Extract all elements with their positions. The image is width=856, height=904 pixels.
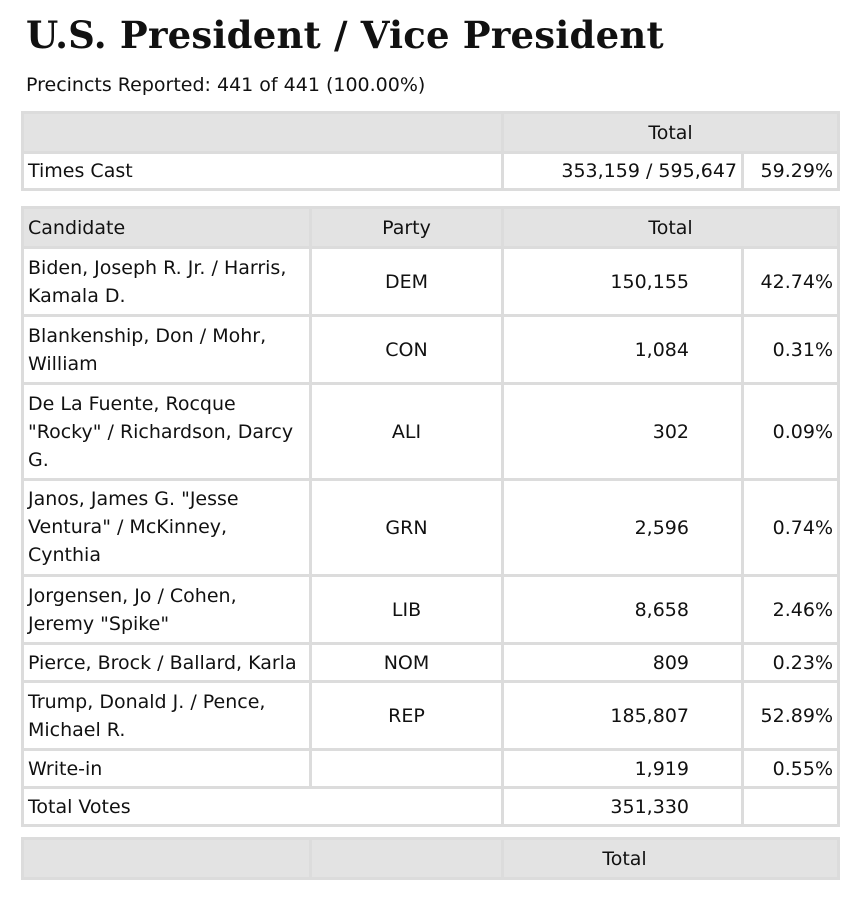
table-row [23,384,839,480]
table-row [23,750,839,788]
votes: 185,807 [503,682,743,750]
blank-header-cell [23,113,503,153]
party-header: Party [311,208,503,248]
blank-header-cell [311,839,503,879]
total-header: Total [503,839,839,879]
page-title: U.S. President / Vice President [26,13,664,57]
party [311,750,503,788]
total-header: Total [503,208,839,248]
party: ALI [311,384,503,480]
party: LIB [311,576,503,644]
total-votes-value: 351,330 [503,788,743,826]
candidate-name: Jorgensen, Jo / Cohen, Jeremy "Spike" [23,576,311,644]
votes: 809 [503,644,743,682]
vote-pct: 2.46% [743,576,839,644]
next-header-row [23,839,839,879]
vote-pct: 0.09% [743,384,839,480]
candidate-name: Blankenship, Don / Mohr, William [23,316,311,384]
candidate-name: De La Fuente, Rocque "Rocky" / Richardson, Darcy G. [23,384,311,480]
vote-pct: 0.55% [743,750,839,788]
results-table [21,206,840,827]
table-row [23,644,839,682]
total-header: Total [503,113,839,153]
votes: 302 [503,384,743,480]
party: GRN [311,480,503,576]
times-cast-value: 353,159 / 595,647 [503,153,743,190]
vote-pct: 52.89% [743,682,839,750]
party: NOM [311,644,503,682]
votes: 2,596 [503,480,743,576]
candidate-header: Candidate [23,208,311,248]
table-row [23,248,839,316]
results-header-row [23,208,839,248]
candidate-name: Biden, Joseph R. Jr. / Harris, Kamala D. [23,248,311,316]
times-cast-header-row [23,113,839,153]
candidate-name: Trump, Donald J. / Pence, Michael R. [23,682,311,750]
blank-header-cell [23,839,311,879]
votes: 1,919 [503,750,743,788]
vote-pct: 0.31% [743,316,839,384]
empty-cell [743,788,839,826]
candidate-name: Pierce, Brock / Ballard, Karla [23,644,311,682]
table-row [23,316,839,384]
votes: 8,658 [503,576,743,644]
vote-pct: 42.74% [743,248,839,316]
vote-pct: 0.74% [743,480,839,576]
next-results-table [21,837,840,880]
candidate-name: Write-in [23,750,311,788]
table-row [23,682,839,750]
total-votes-row [23,788,839,826]
table-row [23,576,839,644]
party: CON [311,316,503,384]
party: REP [311,682,503,750]
total-votes-label: Total Votes [23,788,503,826]
votes: 150,155 [503,248,743,316]
times-cast-label: Times Cast [23,153,503,190]
candidate-name: Janos, James G. "Jesse Ventura" / McKinney, Cynthia [23,480,311,576]
times-cast-table [21,111,840,191]
times-cast-pct: 59.29% [743,153,839,190]
votes: 1,084 [503,316,743,384]
party: DEM [311,248,503,316]
table-row [23,480,839,576]
times-cast-row [23,153,839,190]
vote-pct: 0.23% [743,644,839,682]
precincts-reported: Precincts Reported: 441 of 441 (100.00%) [26,74,426,96]
